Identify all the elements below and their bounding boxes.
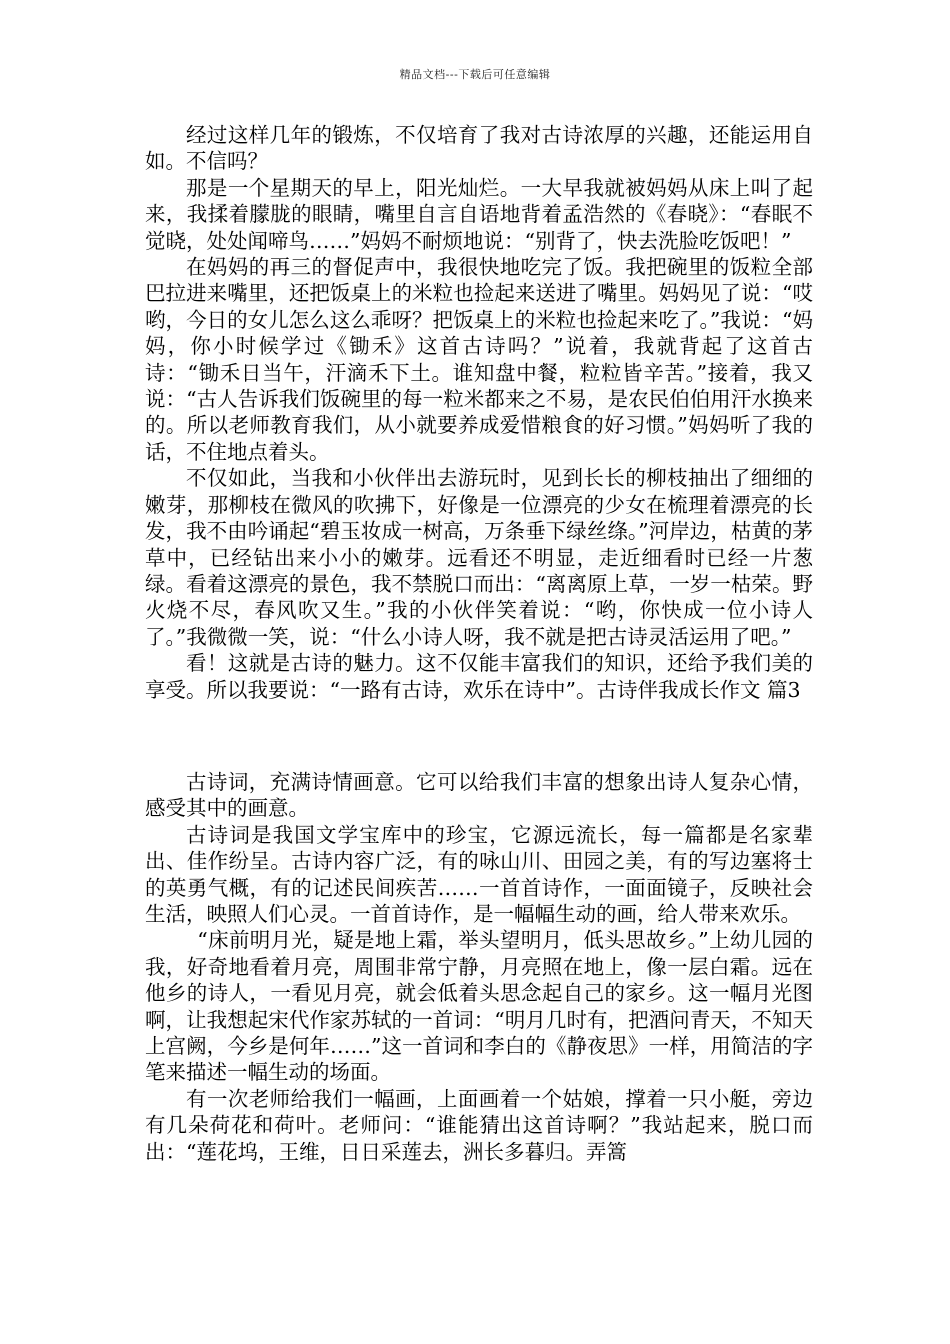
paragraph: 不仅如此，当我和小伙伴出去游玩时，见到长长的柳枝抽出了细细的嫩芽，那柳枝在微风的吹拂下，好像是一位漂亮的少女在梳理着漂亮的长发，我不由吟诵起“碧玉妆成一树高，万条垂下绿丝绦。”河岸边，枯黄的茅草中，已经钻出来小小的嫩芽。远看还不明显，走近细看时已经一片葱绿。看着这漂亮的景色，我不禁脱口而出：“离离原上草，一岁一枯荣。野火烧不尽，春风吹又生。”我的小伙伴笑着说：“哟，你快成一位小诗人了。”我微微一笑，说：“什么小诗人呀，我不就是把古诗灵活运用了吧。” (145, 466, 813, 649)
paragraph: 在妈妈的再三的督促声中，我很快地吃完了饭。我把碗里的饭粒全部巴拉进来嘴里，还把饭桌上的米粒也捡起来送进了嘴里。妈妈见了说：“哎哟，今日的女儿怎么这么乖呀？把饭桌上的米粒也捡起来吃了。”我说：“妈妈，你小时候学过《锄禾》这首古诗吗？”说着，我就背起了这首古诗：“锄禾日当午，汗滴禾下土。谁知盘中餐，粒粒皆辛苦。”接着，我又说：“古人告诉我们饭碗里的每一粒米都来之不易，是农民伯伯用汗水换来的。所以老师教育我们，从小就要养成爱惜粮食的好习惯。”妈妈听了我的话，不住地点着头。 (145, 255, 813, 464)
paragraph: 经过这样几年的锻炼，不仅培育了我对古诗浓厚的兴趣，还能运用自如。不信吗？ (145, 123, 813, 174)
paragraph: 那是一个星期天的早上，阳光灿烂。一大早我就被妈妈从床上叫了起来，我揉着朦胧的眼睛，嘴里自言自语地背着孟浩然的《春晓》：“春眠不觉晓，处处闻啼鸟……”妈妈不耐烦地说：“别背了，快去洗脸吃饭吧！” (145, 175, 813, 253)
page-header: 精品文档---下载后可任意编辑 (399, 68, 551, 81)
paragraph: 有一次老师给我们一幅画，上面画着一个姑娘，撑着一只小艇，旁边有几朵荷花和荷叶。老师问：“谁能猜出这首诗啊？”我站起来，脱口而出：“莲花坞，王维，日日采莲去，洲长多暮归。弄篙 (145, 1086, 813, 1164)
paragraph: “床前明月光，疑是地上霜，举头望明月，低头思故乡。”上幼儿园的我，好奇地看着月亮，周围非常宁静，月亮照在地上，像一层白霜。远在他乡的诗人，一看见月亮，就会低着头思念起自己的家乡。这一幅月光图啊，让我想起宋代作家苏轼的一首词：“明月几时有，把酒问青天，不知天上宫阙，今乡是何年……”这一首词和李白的《静夜思》一样，用简洁的字笔来描述一幅生动的场面。 (145, 928, 813, 1085)
paragraph: 古诗词是我国文学宝库中的珍宝，它源远流长，每一篇都是名家辈出、佳作纷呈。古诗内容广泛，有的咏山川、田园之美，有的写边塞将士的英勇气概，有的记述民间疾苦……一首首诗作，一面面镜子，反映社会生活，映照人们心灵。一首首诗作，是一幅幅生动的画，给人带来欢乐。 (145, 822, 813, 926)
document-body (145, 122, 813, 1165)
paragraph: 古诗词，充满诗情画意。它可以给我们丰富的想象出诗人复杂心情，感受其中的画意。 (145, 769, 813, 821)
paragraph: 看！这就是古诗的魅力。这不仅能丰富我们的知识，还给予我们美的享受。所以我要说：“一路有古诗，欢乐在诗中”。古诗伴我成长作文 篇3 (145, 651, 813, 702)
section-spacer (145, 703, 813, 769)
